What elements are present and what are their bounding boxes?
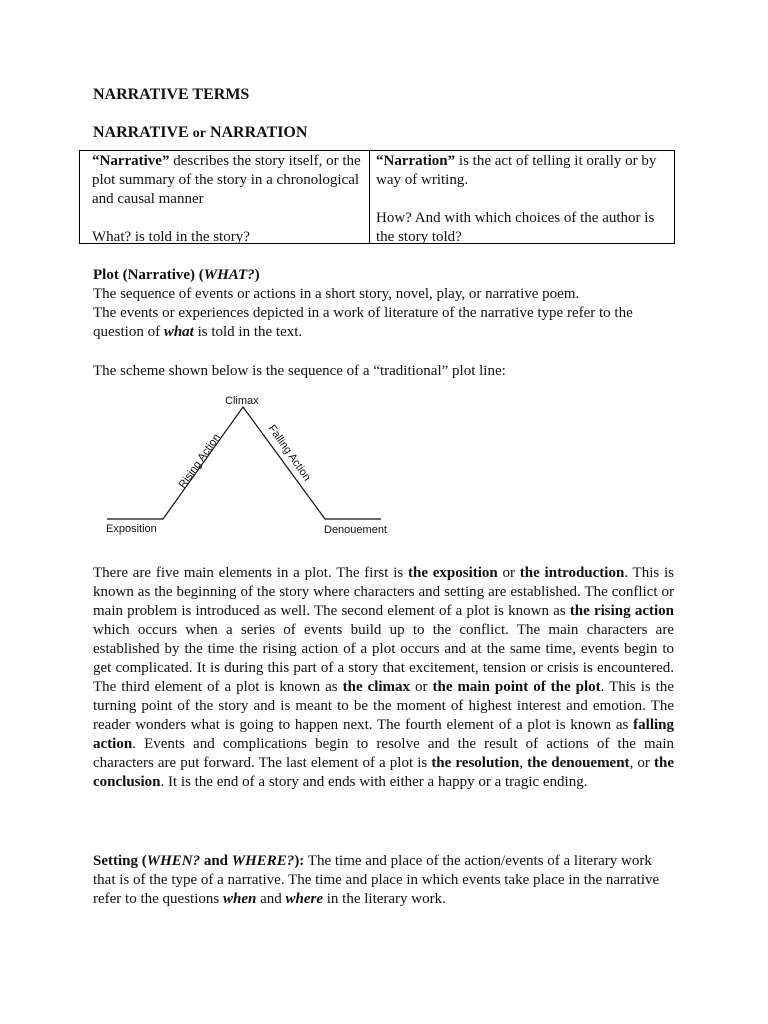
plot-definition: The sequence of events or actions in a short story, novel, play, or narrative poem. [93, 286, 580, 302]
table-cell-narration [370, 151, 674, 243]
table-cell-narrative [80, 151, 370, 243]
narration-definition [376, 152, 670, 190]
term-exposition: the exposition [407, 565, 498, 581]
plot-heading [93, 266, 663, 285]
text-run: or [410, 679, 433, 695]
plot-elements-paragraph [93, 564, 674, 792]
label-denouement: Denouement [324, 524, 387, 536]
heading-part-narrative: NARRATIVE [93, 124, 189, 141]
setting-heading-when: WHEN? [146, 853, 201, 869]
narrative-definition [92, 152, 365, 209]
label-falling-action: Falling Action [265, 422, 313, 484]
setting-paragraph [93, 852, 671, 909]
heading-or: or [192, 126, 206, 141]
setting-text-c: in the literary work. [323, 891, 446, 907]
term-climax: the climax [342, 679, 411, 695]
plot-section [93, 266, 663, 342]
text-run: , [519, 755, 528, 771]
setting-heading-where: WHERE? [231, 853, 295, 869]
text-run: . This is the turning point of the story and is meant to be the moment of highest interest and emotion. The reader wonders what is going to happen next. The fourth element of a plot is known as [93, 679, 675, 733]
narrative-question: What? is told in the story? [92, 229, 250, 245]
text-run: or [497, 565, 520, 581]
setting-heading-close: ): [294, 853, 305, 869]
narrative-description: describes the story itself, or the plot summary of the story in a chronological and causal manner [92, 153, 361, 207]
term-rising-action: the rising action [569, 603, 674, 619]
plot-heading-what: WHAT? [203, 267, 255, 283]
plot-line [107, 407, 381, 519]
narration-term: “Narration” [376, 153, 456, 169]
setting-text-b: and [256, 891, 286, 907]
plot-heading-c: ) [254, 267, 260, 283]
setting-heading-and: and [200, 853, 232, 869]
plot-desc-c: is told in the text. [193, 324, 303, 340]
term-falling-action: falling action [93, 717, 674, 752]
label-rising-action: Rising Action [176, 431, 223, 491]
text-run: . It is the end of a story and ends with either a happy or a tragic ending. [160, 774, 588, 790]
term-denouement: the denouement [527, 755, 630, 771]
setting-heading-a: Setting ( [93, 853, 147, 869]
plot-heading-a: Plot (Narrative) ( [93, 267, 204, 283]
heading-part-narration: NARRATION [209, 124, 308, 141]
text-run: There are five main elements in a plot. The first is [93, 565, 408, 581]
section-heading-narrative [93, 124, 307, 142]
setting-text-a: The time and place of the action/events of a literary work that is of the type of a narrative. The time and place in which events take place in the narrative refer to the questions [93, 853, 660, 907]
text-run: which occurs when a series of events build up to the conflict. The main characters are established by the time the rising action of a plot occurs and at the same time, events begin to get complicated. It is during this part of a story that excitement, tension or crisis is encountered. The third element of a plot is known as [93, 622, 674, 695]
setting-when: when [222, 891, 257, 907]
text-run: . Events and complications begin to resolve and the result of actions of the main characters are put forward. The last element of a plot is [93, 736, 674, 771]
text-run: , or [629, 755, 654, 771]
narrative-narration-table [79, 150, 675, 244]
plot-description [93, 304, 663, 342]
narration-question: How? And with which choices of the author is the story told? [376, 210, 655, 245]
plot-desc-what: what [163, 324, 194, 340]
plot-line-diagram [97, 392, 397, 552]
label-climax: Climax [225, 395, 259, 407]
text-run: . This is known as the beginning of the story where characters and setting are established. The conflict or main problem is introduced as well. The second element of a plot is known as [93, 565, 674, 619]
narrative-term: “Narrative” [92, 153, 170, 169]
term-resolution: the resolution [431, 755, 520, 771]
narration-description: is the act of telling it orally or by way of writing. [376, 153, 657, 188]
setting-where: where [285, 891, 323, 907]
label-exposition: Exposition [106, 523, 157, 535]
scheme-intro: The scheme shown below is the sequence of a “traditional” plot line: [93, 363, 506, 379]
term-conclusion: the conclusion [93, 755, 674, 790]
plot-desc-a: The events or experiences depicted in a work of literature of the narrative type refer to the question of [93, 305, 633, 340]
page-title: NARRATIVE TERMS [93, 86, 250, 103]
term-introduction: the introduction [519, 565, 625, 581]
term-main-point: the main point of the plot [432, 679, 601, 695]
